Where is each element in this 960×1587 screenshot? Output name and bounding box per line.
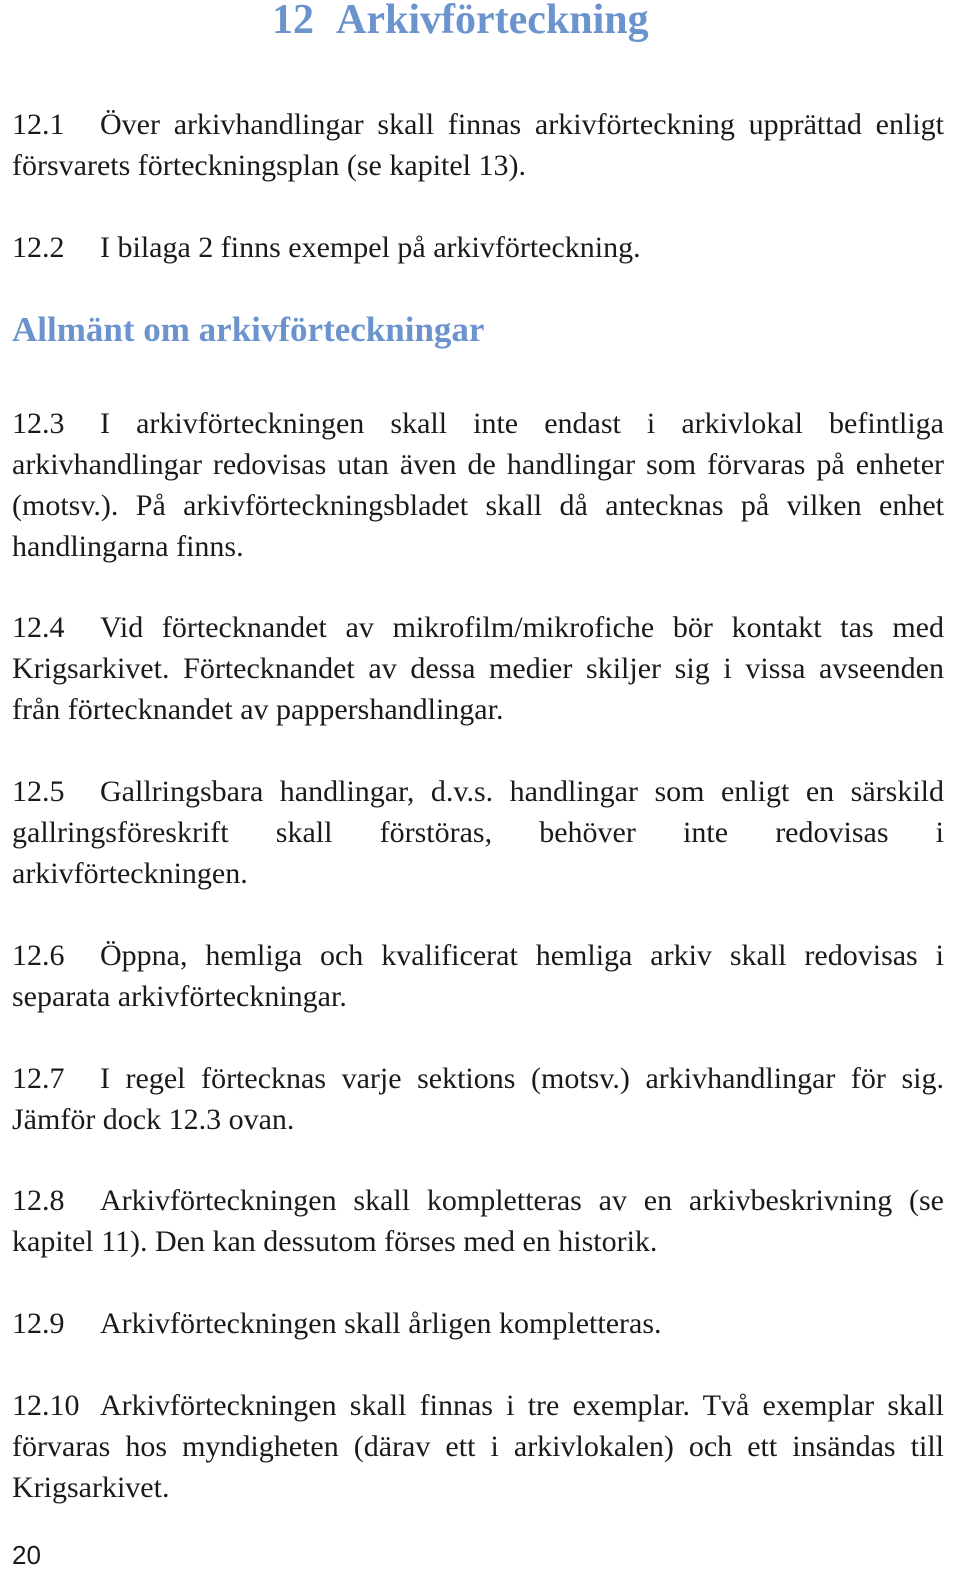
paragraph-text: Arkivförteckningen skall årligen kompletteras. [100, 1307, 662, 1340]
paragraph-number: 12.8 [12, 1184, 65, 1217]
paragraph-text: Arkivförteckningen skall finnas i tre exemplar. Två exemplar skall förvaras hos myndigheten (därav ett i arkivlokalen) och ett insändas till Krigsarkivet. [12, 1389, 944, 1504]
paragraph-block-12-3 [12, 403, 944, 567]
paragraph-block-12-9 [12, 1303, 944, 1344]
chapter-number: 12 [272, 0, 314, 43]
paragraph-text: I regel förtecknas varje sektions (motsv.) arkivhandlingar för sig. Jämför dock 12.3 ovan. [12, 1062, 944, 1136]
paragraph-12-1 [12, 104, 944, 186]
paragraph-block-12-5 [12, 771, 944, 894]
paragraph-number: 12.1 [12, 108, 65, 141]
chapter-title [272, 0, 649, 43]
paragraph-block-12-2 [12, 227, 944, 268]
paragraph-text: I bilaga 2 finns exempel på arkivförteckning. [100, 231, 641, 264]
paragraph-number: 12.5 [12, 775, 65, 808]
paragraph-number: 12.2 [12, 231, 65, 264]
paragraph-12-10 [12, 1385, 944, 1508]
paragraph-block-12-7 [12, 1058, 944, 1140]
paragraph-block-12-6 [12, 935, 944, 1017]
paragraph-number: 12.3 [12, 407, 65, 440]
page-number: 20 [12, 1540, 41, 1570]
section-heading: Allmänt om arkivförteckningar [12, 310, 485, 349]
paragraph-12-7 [12, 1058, 944, 1140]
paragraph-block-12-4 [12, 607, 944, 730]
paragraph-text: Arkivförteckningen skall kompletteras av en arkivbeskrivning (se kapitel 11). Den kan dessutom förses med en historik. [12, 1184, 944, 1258]
paragraph-text: Öppna, hemliga och kvalificerat hemliga arkiv skall redovisas i separata arkivförteckningar. [12, 939, 944, 1013]
paragraph-text: I arkivförteckningen skall inte endast i arkivlokal befintliga arkivhandlingar redovisas utan även de handlingar som förvaras på enheter (motsv.). På arkivförteckningsbladet skall då antecknas på vilken enhet handlingarna finns. [12, 407, 944, 563]
paragraph-12-3 [12, 403, 944, 567]
paragraph-12-5 [12, 771, 944, 894]
intro-paragraphs [12, 104, 944, 186]
paragraph-number: 12.7 [12, 1062, 65, 1095]
paragraph-block-12-10 [12, 1385, 944, 1508]
paragraph-number: 12.6 [12, 939, 65, 972]
paragraph-12-6 [12, 935, 944, 1017]
paragraph-12-8 [12, 1180, 944, 1262]
paragraph-text: Vid förtecknandet av mikrofilm/mikrofiche bör kontakt tas med Krigsarkivet. Förtecknandet av dessa medier skiljer sig i vissa avseenden från förtecknandet av pappershandlingar. [12, 611, 944, 726]
paragraph-number: 12.10 [12, 1389, 80, 1422]
paragraph-12-9 [12, 1303, 944, 1344]
paragraph-12-2 [12, 227, 944, 268]
paragraph-12-4 [12, 607, 944, 730]
paragraph-text: Gallringsbara handlingar, d.v.s. handlingar som enligt en särskild gallringsföreskrift skall förstöras, behöver inte redovisas i arkivförteckningen. [12, 775, 944, 890]
paragraph-block-12-8 [12, 1180, 944, 1262]
chapter-title-text: Arkivförteckning [336, 0, 649, 43]
paragraph-number: 12.4 [12, 611, 65, 644]
paragraph-number: 12.9 [12, 1307, 65, 1340]
paragraph-text: Över arkivhandlingar skall finnas arkivförteckning upprättad enligt försvarets förteckningsplan (se kapitel 13). [12, 108, 944, 182]
